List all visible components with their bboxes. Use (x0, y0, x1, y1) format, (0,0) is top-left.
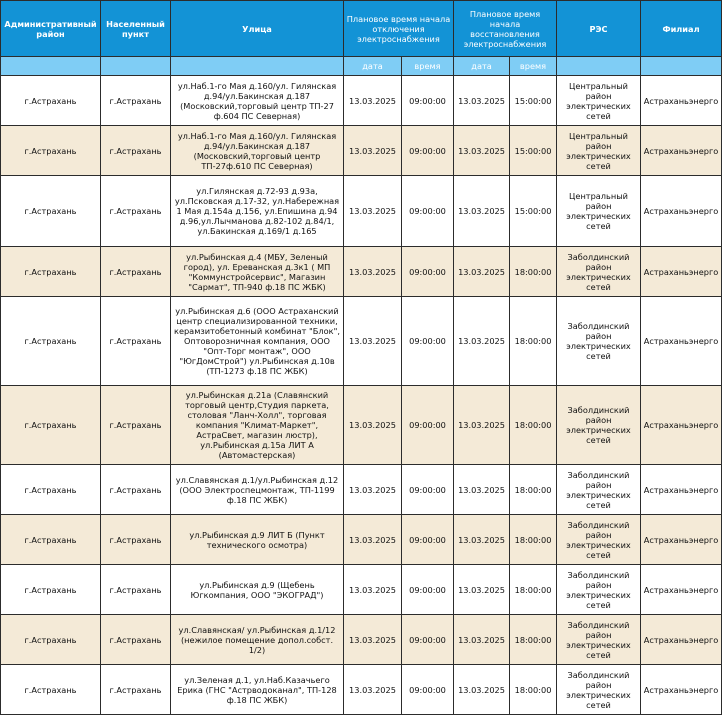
cell-street: ул.Рыбинская д.6 (ООО Астраханский центр специализированной техники, керамзитобетонный комбинат "Блок", Оптоворозничная компания, ООО "Опт-Торг монтаж", ООО "ЮгДомСтрой") ул.Рыбинская д.10в (ТП-1273 ф.18 ПС ЖБК) (171, 297, 344, 386)
cell-street: ул.Зеленая д.1, ул.Наб.Казачьего Ерика (ГНС "Астрводоканал", ТП-128 ф.18 ПС ЖБК) (171, 665, 344, 715)
cell-street: ул.Рыбинская д.9 (Щебень Югкомпания, ООО "ЭКОГРАД") (171, 565, 344, 615)
cell-branch: Астраханьэнерго (641, 465, 722, 515)
cell-restore-date: 13.03.2025 (454, 76, 510, 126)
cell-off-time: 09:00:00 (402, 465, 454, 515)
subheader-empty (1, 57, 101, 76)
cell-restore-time: 18:00:00 (510, 565, 557, 615)
cell-res: Заболдинский район электрических сетей (557, 665, 641, 715)
header-branch: Филиал (641, 1, 722, 57)
cell-restore-date: 13.03.2025 (454, 665, 510, 715)
cell-branch: Астраханьэнерго (641, 665, 722, 715)
cell-street: ул.Рыбинская д.21а (Славянский торговый центр,Студия паркета, столовая "Ланч-Холл", торговая компания "Климат-Маркет", АстраСвет, магазин люстр), ул.Рыбинская д.15а ЛИТ А (Автомастерская) (171, 386, 344, 465)
cell-restore-time: 15:00:00 (510, 126, 557, 176)
cell-off-time: 09:00:00 (402, 297, 454, 386)
cell-locality: г.Астрахань (101, 665, 171, 715)
cell-branch: Астраханьэнерго (641, 76, 722, 126)
subheader-empty (171, 57, 344, 76)
table-row (1, 615, 722, 665)
cell-street: ул.Наб.1-го Мая д.160/ул. Гилянская д.94/ул.Бакинская д.187 (Московский,торговый центр ТП-27ф.610 ПС Северная) (171, 126, 344, 176)
cell-street: ул.Рыбинская д.9 ЛИТ Б (Пункт технического осмотра) (171, 515, 344, 565)
cell-branch: Астраханьэнерго (641, 297, 722, 386)
cell-off-date: 13.03.2025 (344, 126, 402, 176)
cell-locality: г.Астрахань (101, 126, 171, 176)
cell-off-date: 13.03.2025 (344, 247, 402, 297)
cell-locality: г.Астрахань (101, 565, 171, 615)
cell-res: Центральный район электрических сетей (557, 176, 641, 247)
cell-district: г.Астрахань (1, 76, 101, 126)
cell-locality: г.Астрахань (101, 76, 171, 126)
cell-branch: Астраханьэнерго (641, 126, 722, 176)
cell-street: ул.Гилянская д.72-93 д.93а, ул.Псковская д.17-32, ул.Набережная 1 Мая д.154а д.156, ул.Епишина д.94 д.96,ул.Лычманова д.82-102 д.84/1, ул.Бакинская д.169/1 д.165 (171, 176, 344, 247)
subheader-off-date: дата (344, 57, 402, 76)
cell-res: Заболдинский район электрических сетей (557, 386, 641, 465)
cell-branch: Астраханьэнерго (641, 176, 722, 247)
cell-restore-time: 18:00:00 (510, 247, 557, 297)
table-row (1, 565, 722, 615)
cell-locality: г.Астрахань (101, 615, 171, 665)
cell-off-time: 09:00:00 (402, 176, 454, 247)
cell-res: Заболдинский район электрических сетей (557, 297, 641, 386)
cell-locality: г.Астрахань (101, 515, 171, 565)
cell-street: ул.Славянская д.1/ул.Рыбинская д.12 (ООО Электроспецмонтаж, ТП-1199 ф.18 ПС ЖБК) (171, 465, 344, 515)
cell-locality: г.Астрахань (101, 386, 171, 465)
cell-district: г.Астрахань (1, 465, 101, 515)
cell-locality: г.Астрахань (101, 176, 171, 247)
cell-off-date: 13.03.2025 (344, 465, 402, 515)
cell-locality: г.Астрахань (101, 465, 171, 515)
header-res: РЭС (557, 1, 641, 57)
cell-restore-time: 18:00:00 (510, 297, 557, 386)
cell-district: г.Астрахань (1, 615, 101, 665)
cell-branch: Астраханьэнерго (641, 515, 722, 565)
cell-locality: г.Астрахань (101, 297, 171, 386)
cell-res: Заболдинский район электрических сетей (557, 515, 641, 565)
cell-off-time: 09:00:00 (402, 665, 454, 715)
cell-branch: Астраханьэнерго (641, 615, 722, 665)
table-row (1, 76, 722, 126)
cell-restore-date: 13.03.2025 (454, 247, 510, 297)
subheader-restore-time: время (510, 57, 557, 76)
cell-district: г.Астрахань (1, 247, 101, 297)
table-row (1, 465, 722, 515)
header-off-time: Плановое время начала отключения электроснабжения (344, 1, 454, 57)
cell-branch: Астраханьэнерго (641, 386, 722, 465)
subheader-empty (641, 57, 722, 76)
table-row (1, 665, 722, 715)
subheader-off-time: время (402, 57, 454, 76)
cell-district: г.Астрахань (1, 126, 101, 176)
cell-restore-date: 13.03.2025 (454, 465, 510, 515)
cell-off-time: 09:00:00 (402, 247, 454, 297)
cell-district: г.Астрахань (1, 176, 101, 247)
cell-off-time: 09:00:00 (402, 615, 454, 665)
cell-street: ул.Наб.1-го Мая д.160/ул. Гилянская д.94/ул.Бакинская д.187 (Московский,торговый центр ТП-27 ф.604 ПС Северная) (171, 76, 344, 126)
cell-street: ул.Рыбинская д.4 (МБУ, Зеленый город), ул. Ереванская д.3к1 ( МП "Коммунстройсервис", Магазин "Сармат", ТП-940 ф.18 ПС ЖБК) (171, 247, 344, 297)
cell-off-date: 13.03.2025 (344, 565, 402, 615)
header-district: Административный район (1, 1, 101, 57)
cell-restore-time: 18:00:00 (510, 386, 557, 465)
cell-restore-date: 13.03.2025 (454, 176, 510, 247)
cell-branch: Астраханьэнерго (641, 565, 722, 615)
subheader-empty (101, 57, 171, 76)
cell-restore-time: 18:00:00 (510, 515, 557, 565)
cell-restore-time: 18:00:00 (510, 665, 557, 715)
cell-locality: г.Астрахань (101, 247, 171, 297)
cell-district: г.Астрахань (1, 297, 101, 386)
cell-off-date: 13.03.2025 (344, 665, 402, 715)
cell-district: г.Астрахань (1, 665, 101, 715)
cell-res: Заболдинский район электрических сетей (557, 247, 641, 297)
cell-res: Центральный район электрических сетей (557, 76, 641, 126)
cell-street: ул.Славянская/ ул.Рыбинская д.1/12 (нежилое помещение допол.собст. 1/2) (171, 615, 344, 665)
header-street: Улица (171, 1, 344, 57)
cell-off-time: 09:00:00 (402, 515, 454, 565)
cell-res: Заболдинский район электрических сетей (557, 465, 641, 515)
table-row (1, 176, 722, 247)
cell-restore-date: 13.03.2025 (454, 126, 510, 176)
cell-district: г.Астрахань (1, 565, 101, 615)
header-row (1, 1, 722, 57)
cell-off-time: 09:00:00 (402, 386, 454, 465)
cell-off-date: 13.03.2025 (344, 615, 402, 665)
cell-off-time: 09:00:00 (402, 76, 454, 126)
table-row (1, 386, 722, 465)
table-body (1, 76, 722, 715)
cell-restore-date: 13.03.2025 (454, 515, 510, 565)
cell-restore-date: 13.03.2025 (454, 386, 510, 465)
cell-off-time: 09:00:00 (402, 126, 454, 176)
table-row (1, 297, 722, 386)
cell-res: Заболдинский район электрических сетей (557, 615, 641, 665)
cell-restore-date: 13.03.2025 (454, 615, 510, 665)
table-row (1, 247, 722, 297)
subheader-row (1, 57, 722, 76)
cell-off-date: 13.03.2025 (344, 76, 402, 126)
cell-restore-time: 18:00:00 (510, 465, 557, 515)
cell-branch: Астраханьэнерго (641, 247, 722, 297)
cell-off-date: 13.03.2025 (344, 386, 402, 465)
cell-res: Заболдинский район электрических сетей (557, 565, 641, 615)
header-restore-time: Плановое время начала восстановления электроснабжения (454, 1, 557, 57)
cell-off-date: 13.03.2025 (344, 515, 402, 565)
cell-restore-date: 13.03.2025 (454, 565, 510, 615)
cell-restore-date: 13.03.2025 (454, 297, 510, 386)
cell-off-time: 09:00:00 (402, 565, 454, 615)
cell-off-date: 13.03.2025 (344, 176, 402, 247)
cell-restore-time: 15:00:00 (510, 176, 557, 247)
cell-restore-time: 18:00:00 (510, 615, 557, 665)
cell-district: г.Астрахань (1, 386, 101, 465)
table-row (1, 126, 722, 176)
table-row (1, 515, 722, 565)
subheader-empty (557, 57, 641, 76)
cell-res: Центральный район электрических сетей (557, 126, 641, 176)
header-locality: Населенный пункт (101, 1, 171, 57)
cell-restore-time: 15:00:00 (510, 76, 557, 126)
subheader-restore-date: дата (454, 57, 510, 76)
cell-district: г.Астрахань (1, 515, 101, 565)
cell-off-date: 13.03.2025 (344, 297, 402, 386)
